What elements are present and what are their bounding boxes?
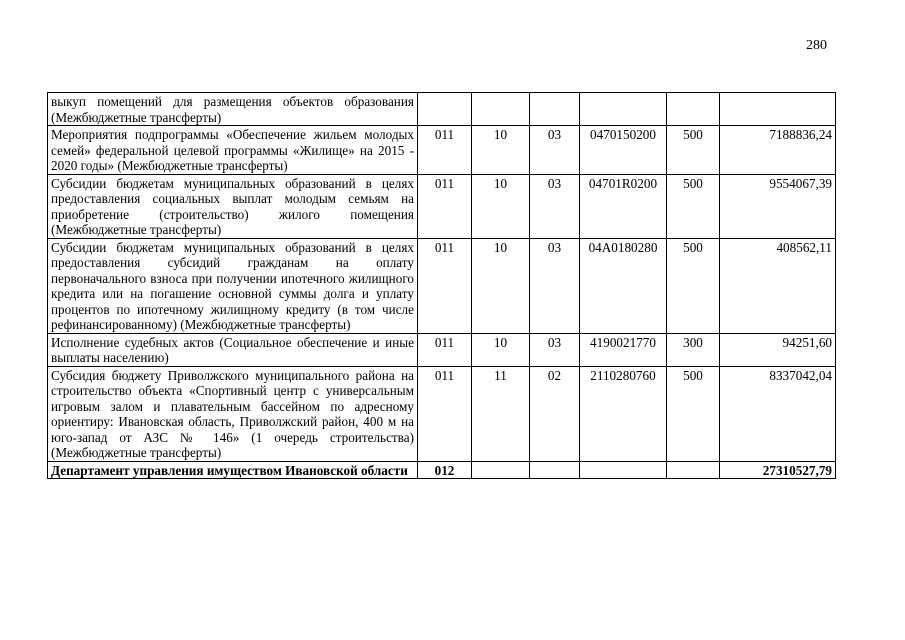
- section-code: 10: [472, 174, 530, 238]
- amount: 94251,60: [720, 333, 836, 366]
- row-description: Субсидия бюджету Приволжского муниципального района на строительство объекта «Спортивный центр с универсальным игровым залом и плавательным бассейном по адресному ориентиру: Ивановская область, Приволжский район, 400 м на юго-запад от АЗС № 146» (1 очередь строительства) (Межбюджетные трансферты): [48, 366, 418, 461]
- row-description: Исполнение судебных актов (Социальное обеспечение и иные выплаты населению): [48, 333, 418, 366]
- subsection-code: 03: [530, 174, 580, 238]
- target-code: 4190021770: [580, 333, 667, 366]
- section-code: [472, 461, 530, 479]
- row-description: выкуп помещений для размещения объектов образования (Межбюджетные трансферты): [48, 93, 418, 126]
- target-code: 0470150200: [580, 126, 667, 175]
- amount: 8337042,04: [720, 366, 836, 461]
- target-code: [580, 93, 667, 126]
- expense-type-code: 500: [667, 126, 720, 175]
- subsection-code: 02: [530, 366, 580, 461]
- target-code: 04А0180280: [580, 238, 667, 333]
- amount: 9554067,39: [720, 174, 836, 238]
- section-code: [472, 93, 530, 126]
- subsection-code: [530, 93, 580, 126]
- target-code: 2110280760: [580, 366, 667, 461]
- amount: [720, 93, 836, 126]
- expense-type-code: [667, 461, 720, 479]
- table-row: [48, 126, 836, 175]
- section-code: 11: [472, 366, 530, 461]
- section-code: 10: [472, 333, 530, 366]
- expense-type-code: 300: [667, 333, 720, 366]
- ministry-code: 011: [418, 238, 472, 333]
- ministry-code: 011: [418, 333, 472, 366]
- table-row: [48, 93, 836, 126]
- row-description: Мероприятия подпрограммы «Обеспечение жильем молодых семей» федеральной целевой программы «Жилище» на 2015 - 2020 годы» (Межбюджетные трансферты): [48, 126, 418, 175]
- ministry-code: 011: [418, 174, 472, 238]
- ministry-code: 011: [418, 126, 472, 175]
- row-description: Субсидии бюджетам муниципальных образований в целях предоставления социальных выплат молодым семьям на приобретение (строительство) жилого помещения (Межбюджетные трансферты): [48, 174, 418, 238]
- budget-table: [47, 92, 836, 479]
- section-code: 10: [472, 238, 530, 333]
- ministry-code: 012: [418, 461, 472, 479]
- subsection-code: [530, 461, 580, 479]
- page-number: 280: [806, 38, 827, 53]
- target-code: 04701R0200: [580, 174, 667, 238]
- subsection-code: 03: [530, 238, 580, 333]
- target-code: [580, 461, 667, 479]
- expense-type-code: 500: [667, 366, 720, 461]
- row-description: Субсидии бюджетам муниципальных образований в целях предоставления субсидий гражданам на оплату первоначального взноса при получении ипотечного жилищного кредита или на погашение основной суммы долга и уплату процентов по ипотечному жилищному кредиту (в том числе рефинансированному) (Межбюджетные трансферты): [48, 238, 418, 333]
- table-row: [48, 174, 836, 238]
- subsection-code: 03: [530, 333, 580, 366]
- ministry-code: [418, 93, 472, 126]
- section-code: 10: [472, 126, 530, 175]
- table-row: [48, 366, 836, 461]
- department-total-amount: 27310527,79: [720, 461, 836, 479]
- table-row: [48, 238, 836, 333]
- expense-type-code: 500: [667, 238, 720, 333]
- amount: 408562,11: [720, 238, 836, 333]
- ministry-code: 011: [418, 366, 472, 461]
- expense-type-code: [667, 93, 720, 126]
- table-row: [48, 333, 836, 366]
- subsection-code: 03: [530, 126, 580, 175]
- department-total-row: [48, 461, 836, 479]
- expense-type-code: 500: [667, 174, 720, 238]
- amount: 7188836,24: [720, 126, 836, 175]
- department-name: Департамент управления имуществом Ивановской области: [48, 461, 418, 479]
